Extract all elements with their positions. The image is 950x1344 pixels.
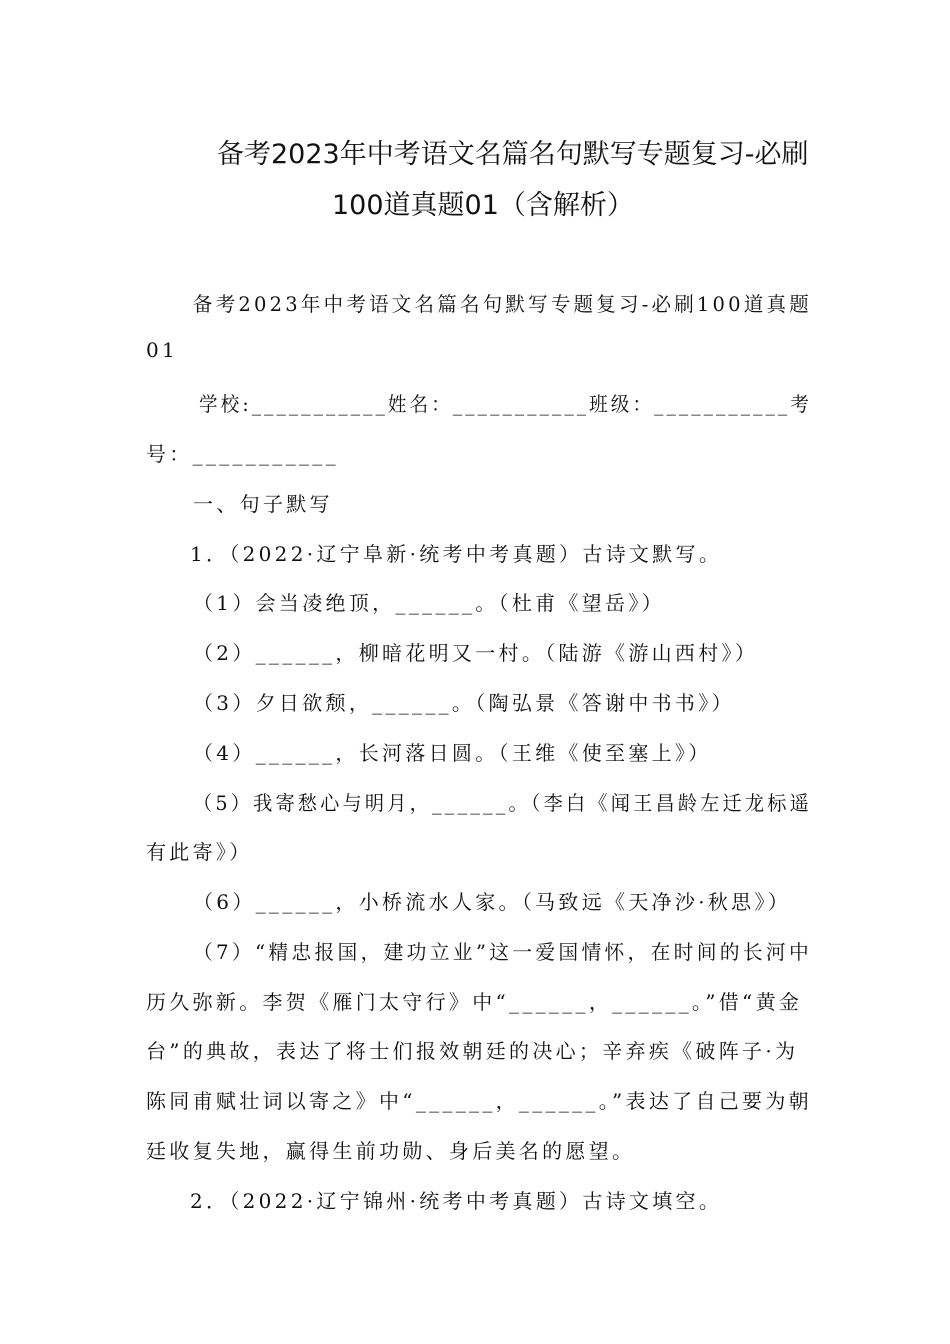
subtitle-line-2: 01 xyxy=(146,338,179,362)
document-title-line-1: 备考2023年中考语文名篇名句默写专题复习-必刷 xyxy=(217,139,809,170)
question-1-item-7-cont-1: 历久弥新。李贺《雁门太守行》中“______，______。”借“黄金 xyxy=(146,990,803,1014)
question-1-item-7-cont-2: 台”的典故，表达了将士们报效朝廷的决心；辛弃疾《破阵子·为 xyxy=(146,1039,799,1063)
question-1-item-4: （4）______，长河落日圆。（王维《使至塞上》） xyxy=(193,741,712,765)
question-1-stem: 1．（2022·辽宁阜新·统考中考真题）古诗文默写。 xyxy=(190,542,723,566)
question-2-stem: 2．（2022·辽宁锦州·统考中考真题）古诗文填空。 xyxy=(190,1189,723,1213)
question-1-item-3: （3）夕日欲颓，______。（陶弘景《答谢中书书》） xyxy=(193,691,735,715)
info-line-2: 号：___________ xyxy=(146,442,339,466)
question-1-item-5-cont: 有此寄》） xyxy=(146,840,253,864)
question-1-item-1: （1）会当凌绝顶，______。（杜甫《望岳》） xyxy=(193,591,665,615)
question-1-item-7: （7）“精忠报国，建功立业”这一爱国情怀，在时间的长河中 xyxy=(193,940,813,964)
document-title-line-2: 100道真题01（含解析） xyxy=(332,190,634,221)
subtitle-line-1: 备考2023年中考语文名篇名句默写专题复习-必刷100道真题 xyxy=(193,292,812,316)
section-heading: 一、句子默写 xyxy=(193,492,333,516)
question-1-item-5: （5）我寄愁心与明月，______。（李白《闻王昌龄左迁龙标遥 xyxy=(193,791,812,815)
info-line-1: 学校:___________姓名：___________班级：___________考 xyxy=(199,392,812,416)
question-1-item-6: （6）______，小桥流水人家。（马致远《天净沙·秋思》） xyxy=(193,890,792,914)
question-1-item-7-cont-4: 廷收复失地，赢得生前功勋、身后美名的愿望。 xyxy=(146,1139,636,1163)
question-1-item-2: （2）______，柳暗花明又一村。（陆游《游山西村》） xyxy=(193,641,759,665)
question-1-item-7-cont-3: 陈同甫赋壮词以寄之》中“______，______。”表达了自己要为朝 xyxy=(146,1089,812,1113)
